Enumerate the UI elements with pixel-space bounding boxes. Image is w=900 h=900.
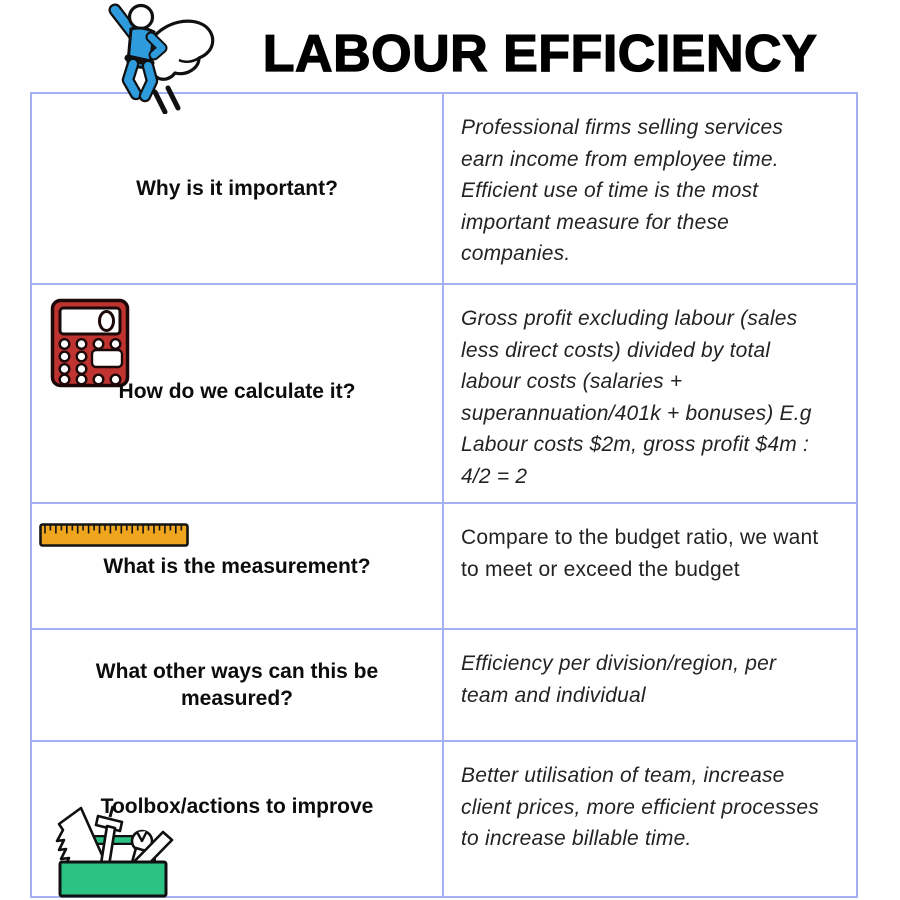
question-text: How do we calculate it? bbox=[118, 380, 356, 403]
question-text: Why is it important? bbox=[136, 176, 338, 200]
answer-text: Better utilisation of team, increase client prices, more efficient processes to increase billable time. bbox=[461, 764, 819, 850]
question-cell-measurement bbox=[32, 504, 444, 630]
info-table bbox=[30, 92, 858, 898]
answer-text: Efficiency per division/region, per team and individual bbox=[461, 652, 777, 707]
question-text: What other ways can this be measured? bbox=[95, 659, 379, 710]
calculator-icon bbox=[50, 298, 130, 388]
answer-cell-measurement bbox=[444, 504, 856, 630]
answer-text: Compare to the budget ratio, we want to meet or exceed the budget bbox=[461, 526, 819, 581]
answer-text: Professional firms selling services earn income from employee time. Efficient use of time is the most important measure for these companies. bbox=[461, 116, 784, 265]
question-cell-toolbox bbox=[32, 742, 444, 896]
question-cell-why-important bbox=[32, 94, 444, 285]
superhero-icon bbox=[95, 2, 217, 114]
answer-cell-calculate bbox=[444, 285, 856, 504]
answer-cell-other-ways bbox=[444, 630, 856, 742]
page-title: LABOUR EFFICIENCY bbox=[262, 25, 818, 83]
answer-cell-why-important bbox=[444, 94, 856, 285]
answer-cell-toolbox bbox=[444, 742, 856, 896]
question-cell-other-ways bbox=[32, 630, 444, 742]
ruler-icon bbox=[39, 523, 189, 547]
question-text: Toolbox/actions to improve bbox=[100, 795, 374, 818]
question-text: What is the measurement? bbox=[103, 555, 371, 578]
question-cell-calculate bbox=[32, 285, 444, 504]
answer-text: Gross profit excluding labour (sales less direct costs) divided by total labour costs (salaries + superannuation/401k + bonuses) E.g Labour costs $2m, gross profit $4m : 4/2 = 2 bbox=[461, 307, 812, 488]
